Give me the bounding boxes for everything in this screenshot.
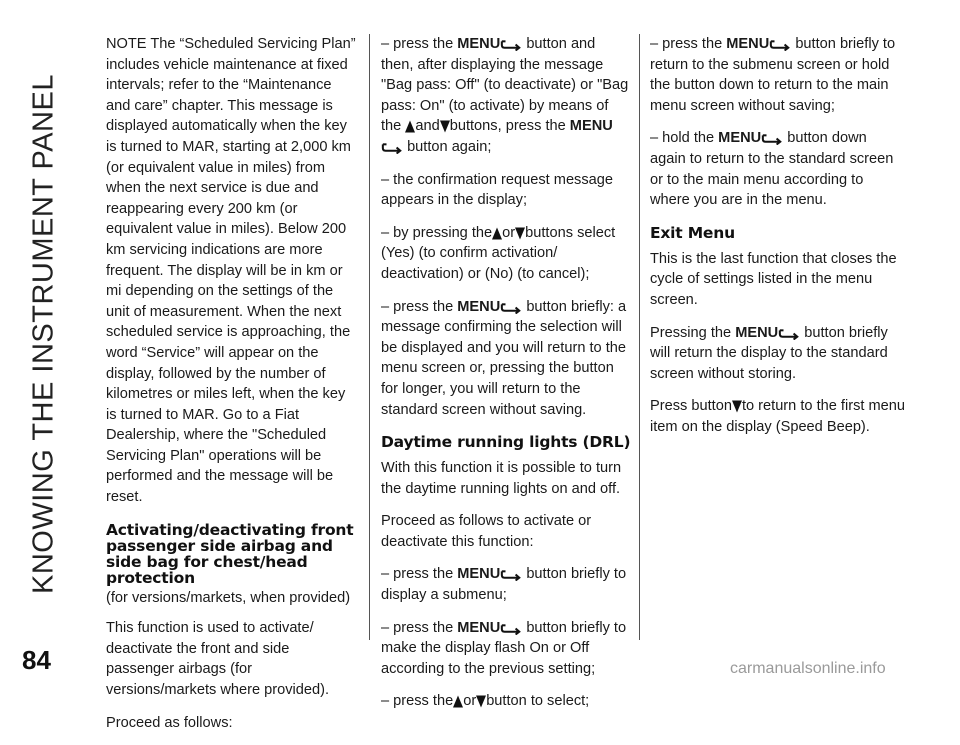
return-submenu-step: – press the MENU button briefly to return to the submenu screen or hold the button down to return to the main menu screen without saving; <box>650 36 896 114</box>
side-title-text: KNOWING THE INSTRUMENT PANEL <box>27 74 60 594</box>
menu-button-icon <box>381 142 403 154</box>
exit-menu-paragraph-2: Pressing the MENU button briefly will return the display to the standard screen without storing. <box>650 324 888 382</box>
drl-step-1: – press the MENU button briefly to display a submenu; <box>381 566 627 604</box>
up-arrow-icon <box>453 695 463 708</box>
up-arrow-icon <box>492 227 502 240</box>
press-briefly-step: – press the MENU button briefly: a message confirming the selection will be displayed and you will return to the menu screen or, pressing the button for longer, you will return to the standard screen without saving. <box>381 298 627 418</box>
exit-menu-paragraph-3: Press button to return to the first menu item on the display (Speed Beep). <box>650 398 905 435</box>
menu-button-icon <box>761 133 783 145</box>
page-number: 84 <box>22 645 51 675</box>
down-arrow-icon <box>732 400 742 413</box>
menu-label: MENU <box>457 619 501 636</box>
menu-label: MENU <box>726 36 770 52</box>
select-yes-no-step: – by pressing the or buttons select (Yes) (to confirm activation/ deactivation) or (No) (to cancel); <box>381 224 616 282</box>
airbag-section-subheading: (for versions/markets, when provided) <box>106 589 351 606</box>
hold-menu-step: – hold the MENU button down again to return to the standard screen or to the main menu according to where you are in the menu. <box>650 130 894 209</box>
menu-button-icon <box>500 302 522 314</box>
airbag-paragraph-1: This function is used to activate/ deactivate the front and side passenger airbags (for versions/markets where provided). <box>106 620 330 699</box>
exit-menu-heading: Exit Menu <box>650 223 735 242</box>
menu-label: MENU <box>569 118 613 135</box>
menu-label: MENU <box>735 324 779 341</box>
drl-step-2: – press the MENU button briefly to make the display flash On or Off according to the previous setting; <box>381 619 627 677</box>
menu-button-icon <box>769 39 791 51</box>
up-arrow-icon <box>405 120 415 133</box>
column-divider <box>639 34 640 640</box>
menu-button-icon <box>500 623 522 635</box>
airbag-paragraph-2: Proceed as follows: <box>106 714 233 731</box>
watermark: carmanualsonline.info <box>730 660 886 677</box>
menu-label: MENU <box>457 298 501 315</box>
menu-button-icon <box>500 39 522 51</box>
exit-menu-paragraph-1: This is the last function that closes the cycle of settings listed in the menu screen. <box>650 250 897 308</box>
down-arrow-icon <box>440 120 450 133</box>
menu-button-icon <box>500 569 522 581</box>
down-arrow-icon <box>476 695 486 708</box>
confirmation-step: – the confirmation request message appears in the display; <box>381 171 614 209</box>
menu-label: MENU <box>457 566 501 583</box>
side-section-title <box>8 28 80 640</box>
column-2 <box>381 34 631 724</box>
drl-paragraph-1: With this function it is possible to turn the daytime running lights on and off. <box>381 460 622 497</box>
bag-pass-step: – press the MENU button and then, after displaying the message "Bag pass: Off" (to deactivate) or "Bag pass: On" (to activate) by means of the and buttons, press the MENU button again; <box>381 36 629 155</box>
column-divider <box>369 34 370 640</box>
drl-step-3: – press the or button to select; <box>381 693 590 710</box>
menu-label: MENU <box>718 130 762 147</box>
drl-paragraph-2: Proceed as follows to activate or deactivate this function: <box>381 513 592 550</box>
menu-button-icon <box>778 328 800 340</box>
down-arrow-icon <box>515 227 525 240</box>
drl-section-heading: Daytime running lights (DRL) <box>381 433 631 452</box>
column-1 <box>106 34 358 745</box>
menu-label: MENU <box>457 36 501 52</box>
note-paragraph: NOTE The “Scheduled Servicing Plan” includes vehicle maintenance at fixed intervals; refer to the “Maintenance and care” chapter. This message is displayed automatically when the key is turned to MAR, starting at 2,000 km (or equivalent value in miles) from when the next service is due and reappearing every 200 km (or equivalent value in miles). Below 200 km servicing indications are more frequent. The display will be in km or mi depending on the settings of the unit of measurement. When the next scheduled service is approaching, the word “Service” will appear on the display, followed by the number of kilometres or miles left, when the key is turned to MAR. Go to a Fiat Dealership, where the "Scheduled Servicing Plan" operations will be performed and the message will be reset. <box>106 36 356 506</box>
airbag-section-heading: Activating/deactivating front passenger side airbag and side bag for chest/head protection <box>106 520 354 587</box>
column-3 <box>650 34 905 450</box>
